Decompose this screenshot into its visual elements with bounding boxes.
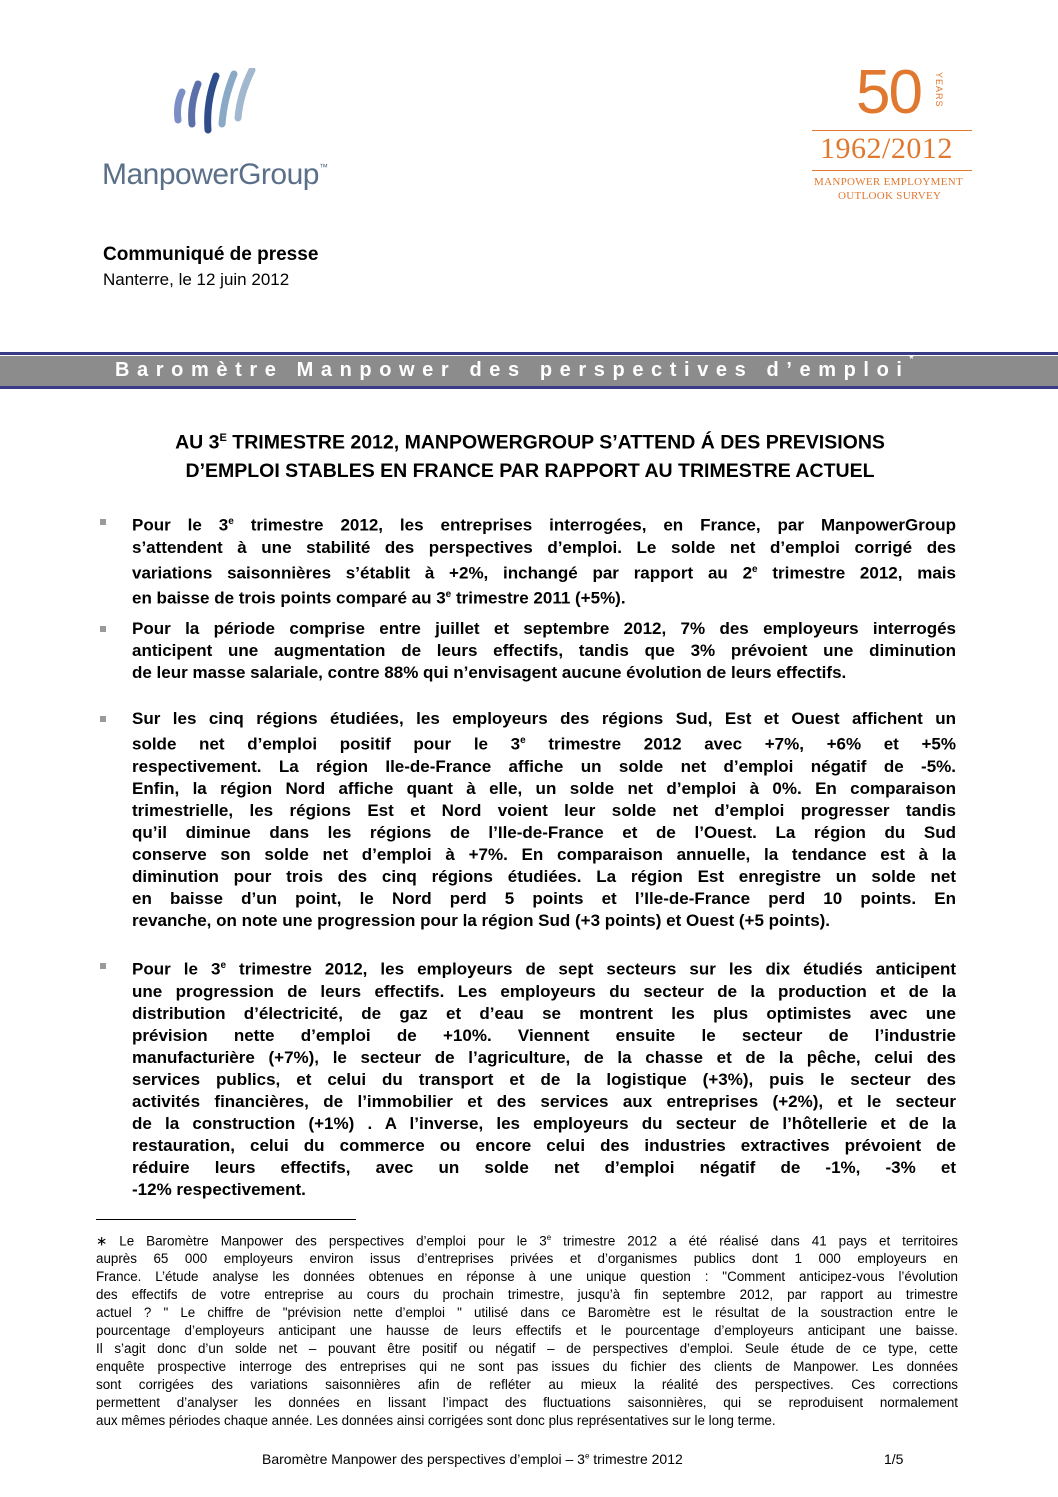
footnote	[96, 1229, 958, 1430]
footnote-line: pourcentage d’employeurs anticipant une hausse de leurs effectifs et le pourcentage d’employeurs anticipant une baisse.	[96, 1323, 958, 1339]
bullet-line: services publics, et celui du transport et de la logistique (+3%), puis le secteur des	[132, 1069, 956, 1089]
press-title: Communiqué de presse	[103, 244, 319, 265]
bullet-line: Pour le 3e trimestre 2012, les entreprises interrogées, en France, par ManpowerGroup	[132, 515, 956, 535]
bullet-line: respectivement. La région Ile-de-France affiche un solde net d’emploi négatif de -5%.	[132, 756, 956, 776]
bullet-line: distribution d’électricité, de gaz et d’eau se montrent les plus optimistes avec une	[132, 1003, 956, 1023]
footnote-line: aux mêmes périodes chaque année. Les données ainsi corrigées sont donc plus représentatives sur le long terme.	[96, 1413, 776, 1429]
page-footer: Baromètre Manpower des perspectives d’emploi – 3e trimestre 2012	[262, 1451, 683, 1467]
footnote-line: France. L’étude analyse les données obtenues en réponse à une unique question : "Comment anticipez-vous l’évolution	[96, 1269, 958, 1285]
bullet-line: Enfin, la région Nord affiche quant à elle, un solde net d’emploi à 0%. En comparaison	[132, 778, 956, 798]
bullet-line: de leur masse salariale, contre 88% qui n’envisagent aucune évolution de leurs effectifs.	[132, 663, 847, 682]
bullet-line: réduire leurs effectifs, avec un solde net d’emploi négatif de -1%, -3% et	[132, 1157, 956, 1177]
badge-divider-top	[812, 130, 972, 131]
bullet-line: revanche, on note une progression pour la région Sud (+3 points) et Ouest (+5 points).	[132, 910, 831, 930]
title-band	[0, 356, 1058, 386]
bullet-line: solde net d’emploi positif pour le 3e trimestre 2012 avec +7%, +6% et +5%	[132, 734, 956, 754]
bullet-square-icon	[100, 519, 106, 525]
bullet-text	[132, 955, 956, 1201]
bullet-line: Pour le 3e trimestre 2012, les employeurs de sept secteurs sur les dix étudiés anticipent	[132, 959, 956, 979]
footnote-line: des effectifs de votre entreprise au cours du prochain trimestre, jusqu’à fin septembre 2012, par rapport au trimestre	[96, 1287, 958, 1303]
bullet-square-icon	[100, 963, 106, 969]
band-title: Baromètre Manpower des perspectives d’emploi*	[115, 354, 914, 381]
bullet-line: qu’il diminue dans les régions de l’Ile-de-France et de l’Ouest. La région du Sud	[132, 822, 956, 842]
anniversary-line1: MANPOWER EMPLOYMENT	[814, 176, 964, 188]
bullet-line: -12% respectivement.	[132, 1179, 306, 1199]
bullet-text	[132, 511, 956, 610]
band-border-top	[0, 352, 1058, 355]
footnote-line: sont corrigées des variations saisonnières afin de refléter au mieux la réalité des perspectives. Ces corrections	[96, 1377, 958, 1393]
footnote-rule	[96, 1219, 356, 1220]
bullet-line: anticipent une augmentation de leurs effectifs, tandis que 3% prévoient une diminution	[132, 641, 956, 660]
bullet-line: de la construction (+1%) . A l’inverse, les employeurs du secteur de l’hôtellerie et de la	[132, 1113, 956, 1133]
bullet-square-icon	[100, 626, 106, 632]
bullet-line: en baisse de trois points comparé au 3e trimestre 2011 (+5%).	[132, 588, 626, 608]
footnote-line: Il s’agit donc d’un solde net – pouvant être positif ou négatif – de perspectives d’emploi. Seule étude de ce type, cette	[96, 1341, 958, 1357]
anniversary-range: 1962/2012	[820, 132, 953, 165]
headline-line-1: AU $3^E$ TRIMESTRE 2012, MANPOWERGROUP S’ATTEND Á DES PREVISIONS	[175, 431, 885, 454]
bullet-line: manufacturière (+7%), le secteur de l’agriculture, de la chasse et de la pêche, celui des	[132, 1047, 956, 1067]
bullet-line: en baisse d’un point, le Nord perd 5 points et l’Ile-de-France perd 10 points. En	[132, 888, 956, 908]
page-number: 1/5	[884, 1451, 904, 1467]
manpowergroup-logo	[98, 60, 348, 200]
brand-name: ManpowerGroup™	[102, 158, 328, 191]
headline	[60, 424, 1000, 485]
badge-divider-bottom	[812, 170, 972, 171]
footnote-line: permettent d’analyser les données en lissant l’impact des fluctuations saisonnières, qui se reproduisent normalement	[96, 1395, 958, 1411]
bullet-line: variations saisonnières s’établit à +2%, inchangé par rapport au 2e trimestre 2012, mais	[132, 563, 956, 583]
headline-line-2: D’EMPLOI STABLES EN FRANCE PAR RAPPORT AU TRIMESTRE ACTUEL	[185, 459, 875, 482]
bullet-line: trimestrielle, les régions Est et Nord voient leur solde net d’emploi progresser tandis	[132, 800, 956, 820]
footnote-line: actuel ? " Le chiffre de "prévision nette d’emploi " utilisé dans ce Baromètre est le résultat de la soustraction entre le	[96, 1305, 958, 1321]
anniversary-number: 50	[856, 58, 921, 127]
bullet-line: activités financières, de l’immobilier et des services aux entreprises (+2%), et le secteur	[132, 1091, 956, 1111]
bullet-line: s’attendent à une stabilité des perspectives d’emploi. Le solde net d’emploi corrigé des	[132, 537, 956, 557]
bullet-line: diminution pour trois des cinq régions étudiées. La région Est enregistre un solde net	[132, 866, 956, 886]
bullet-line: Pour la période comprise entre juillet et septembre 2012, 7% des employeurs interrogés	[132, 619, 956, 638]
band-border-bottom	[0, 386, 1058, 389]
bullet-line: conserve son solde net d’emploi à +7%. En comparaison annuelle, la tendance est à la	[132, 844, 956, 864]
footnote-line: ∗ Le Baromètre Manpower des perspectives d’emploi pour le 3e trimestre 2012 a été réalisé dans 41 pays et territoires	[96, 1233, 958, 1249]
footnote-line: auprès 65 000 employeurs environ issus d’entreprises privées et d’organismes publics dont 1 000 employeurs en	[96, 1251, 958, 1267]
anniversary-badge	[812, 58, 974, 208]
bullet-text	[132, 618, 956, 684]
anniversary-years-label: YEARS	[934, 72, 944, 108]
bullet-text	[132, 708, 956, 932]
bullet-line: une progression de leurs effectifs. Les employeurs du secteur de la production et de la	[132, 981, 956, 1001]
bullet-square-icon	[100, 716, 106, 722]
anniversary-line2: OUTLOOK SURVEY	[838, 190, 942, 202]
bullet-line: Sur les cinq régions étudiées, les employeurs des régions Sud, Est et Ouest affichent un	[132, 709, 956, 728]
press-date: Nanterre, le 12 juin 2012	[103, 270, 290, 289]
footnote-line: enquête prospective interroge des entreprises qui ne sont pas issues du fichier des clients de Manpower. Les données	[96, 1359, 958, 1375]
manpower-stripes-icon	[168, 68, 288, 148]
bullet-line: restauration, celui du commerce ou encore celui des industries extractives prévoient de	[132, 1135, 956, 1155]
bullet-line: prévision nette d’emploi de +10%. Viennent ensuite le secteur de l’industrie	[132, 1025, 956, 1045]
press-header	[103, 243, 318, 291]
